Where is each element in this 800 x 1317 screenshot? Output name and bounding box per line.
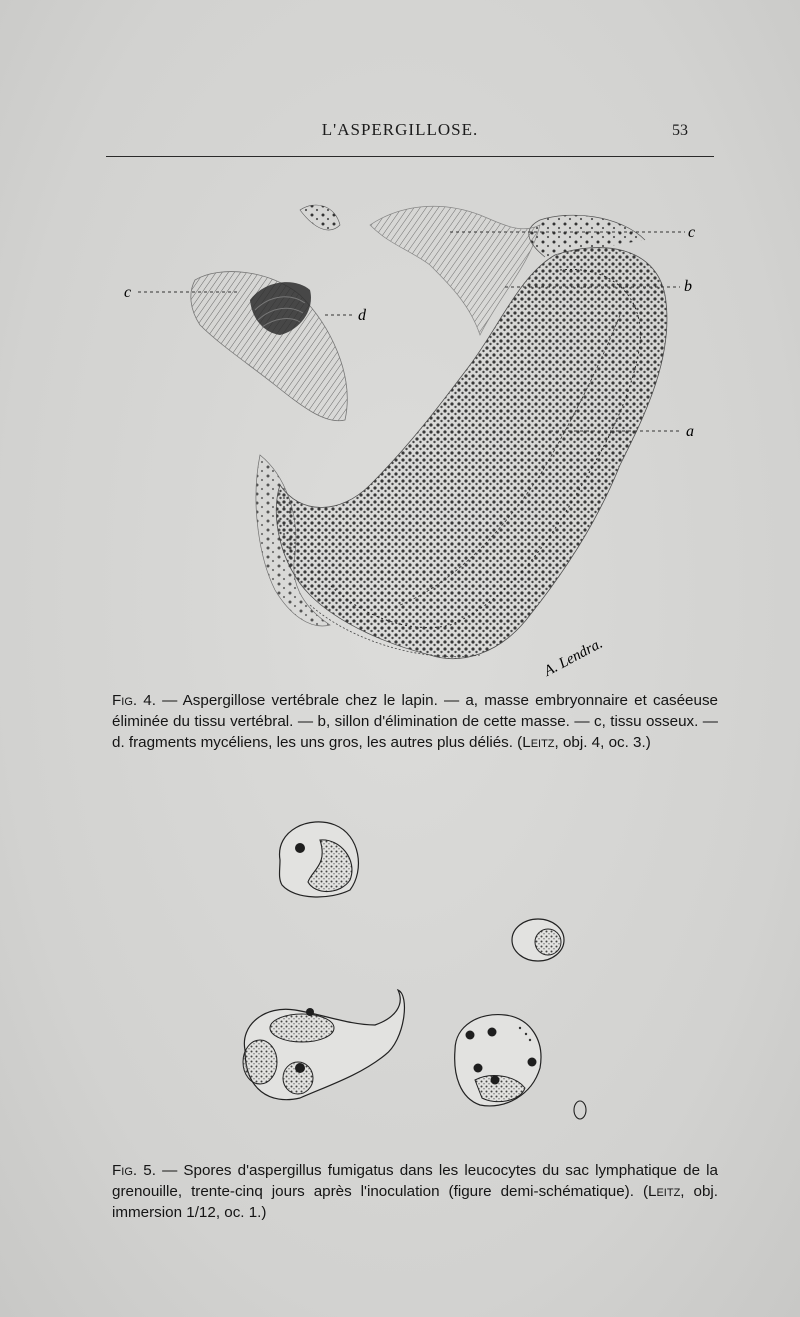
free-spore (574, 1101, 586, 1119)
figure-5-caption-text: — Spores d'aspergillus fumigatus dans les leucocytes du sac lymphatique de la grenouille, trente-cinq jours après l'inoculation (figure demi-schématique). ( (112, 1162, 718, 1200)
spore (528, 1058, 537, 1067)
running-head-title: L'ASPERGILLOSE. (321, 120, 479, 139)
spore (488, 1028, 497, 1037)
spore (466, 1031, 475, 1040)
label-b: b (684, 278, 692, 295)
figure-4-caption (112, 690, 718, 753)
figure-4-caption-text: — Aspergillose vertébrale chez le lapin. — a, masse embryonnaire et caséeuse éliminée du tissu vertébral. — b, sillon d'élimination de cette masse. — c, tissu osseux. — d. fragments mycéliens, les uns gros, les autres plus déliés. ( (112, 692, 718, 751)
engraver-signature: A. Lendra. (541, 635, 606, 680)
spore (306, 1008, 314, 1016)
label-c-left: c (124, 284, 132, 301)
spore (491, 1076, 500, 1085)
page-number: 53 (672, 122, 688, 139)
spore (474, 1064, 483, 1073)
figure-5-caption-leitz: Leitz (648, 1183, 681, 1200)
figure-4-caption-suffix: , obj. 4, oc. 3.) (554, 734, 651, 751)
spore (295, 1063, 305, 1073)
figure-5-illustration (220, 800, 620, 1150)
label-a: a (686, 423, 694, 440)
figure-4-caption-leitz: Leitz (522, 734, 555, 751)
figure-4-illustration (100, 185, 720, 680)
label-d: d (358, 307, 366, 324)
header-rule (106, 156, 714, 157)
figure-5-caption-suffix: , obj. immersion 1/12, oc. 1.) (112, 1183, 718, 1221)
label-c-top: c (688, 224, 696, 241)
figure-5-caption-prefix: Fig. 5. (112, 1162, 156, 1179)
figure-4-caption-prefix: Fig. 4. (112, 692, 156, 709)
figure-5-caption (112, 1160, 718, 1223)
spore (295, 843, 305, 853)
